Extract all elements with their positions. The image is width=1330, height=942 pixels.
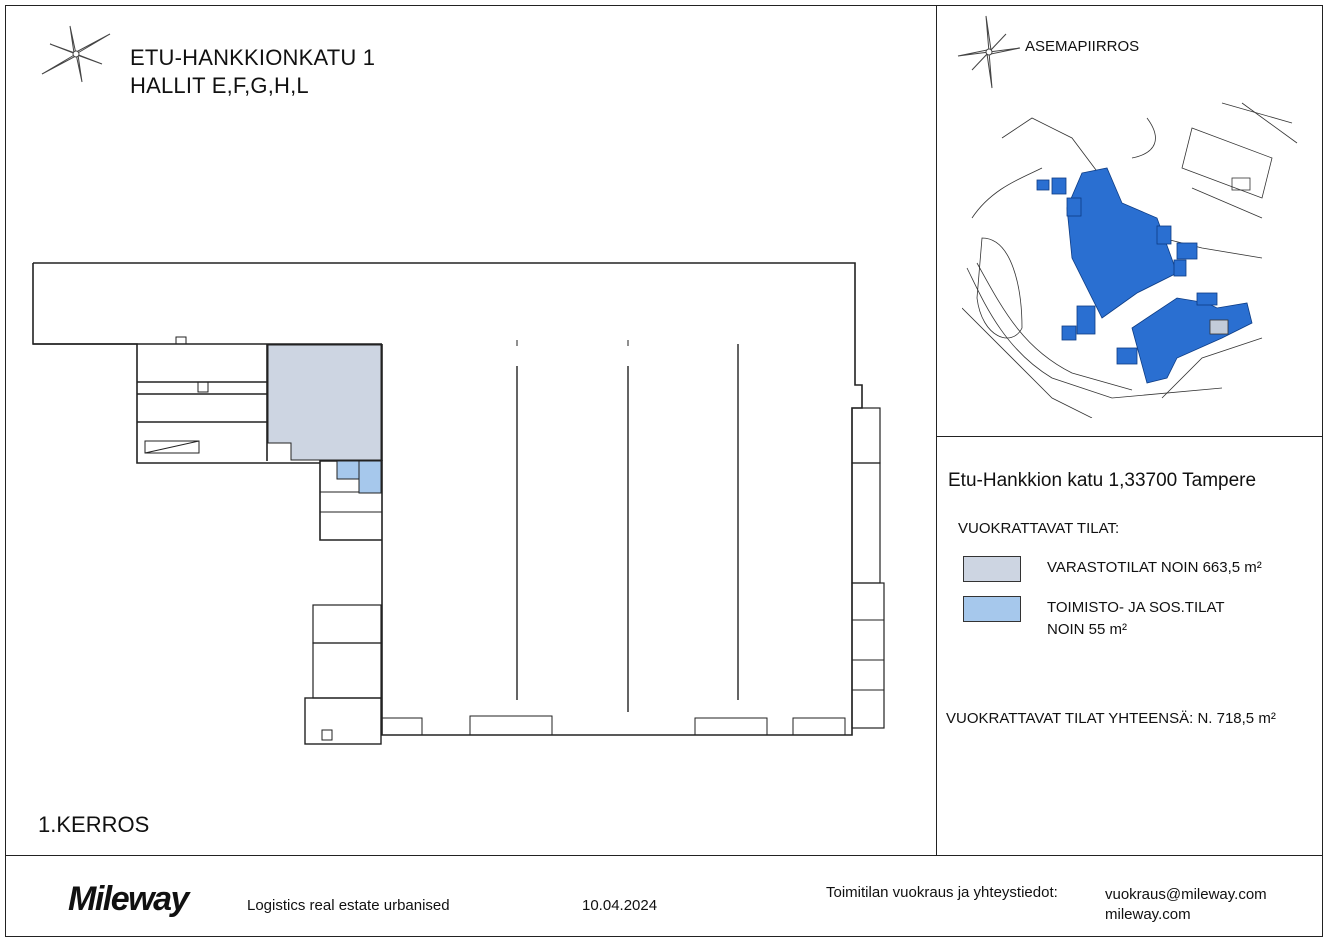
legend-storage-label: VARASTOTILAT NOIN 663,5 m² — [1047, 559, 1262, 576]
legend-item-office — [1047, 597, 1225, 641]
contact-label: Toimitilan vuokraus ja yhteystiedot: — [826, 884, 1058, 901]
office-area-highlight-2 — [359, 461, 381, 493]
tagline: Logistics real estate urbanised — [247, 897, 450, 914]
office-area-highlight-1 — [337, 461, 359, 479]
title-line-2: HALLIT E,F,G,H,L — [130, 73, 309, 98]
total-rentable: VUOKRATTAVAT TILAT YHTEENSÄ: N. 718,5 m² — [946, 710, 1276, 727]
legend-swatch-storage — [963, 556, 1021, 582]
legend-office-label-2: NOIN 55 m² — [1047, 621, 1128, 638]
site-map — [962, 98, 1302, 418]
contact-website[interactable]: mileway.com — [1105, 906, 1191, 923]
site-plan-title: ASEMAPIIRROS — [1025, 38, 1140, 55]
legend-swatch-office — [963, 596, 1021, 622]
footer-divider — [5, 855, 1323, 856]
storage-area-highlight — [268, 345, 381, 460]
title-line-1: ETU-HANKKIONKATU 1 — [130, 45, 376, 70]
contact-email[interactable]: vuokraus@mileway.com — [1105, 886, 1267, 903]
legend-item-storage — [1047, 557, 1262, 579]
rentable-label: VUOKRATTAVAT TILAT: — [958, 520, 1120, 537]
document-date: 10.04.2024 — [582, 897, 658, 914]
compass-rose-icon — [956, 14, 1022, 90]
panel-divider-vertical — [936, 5, 937, 856]
panel-divider-horizontal — [936, 436, 1323, 437]
floor-label: 1.KERROS — [38, 812, 150, 837]
mileway-logo: Mileway — [68, 880, 188, 918]
property-address: Etu-Hankkion katu 1,33700 Tampere — [948, 470, 1257, 491]
legend-office-label-1: TOIMISTO- JA SOS.TILAT — [1047, 599, 1225, 616]
